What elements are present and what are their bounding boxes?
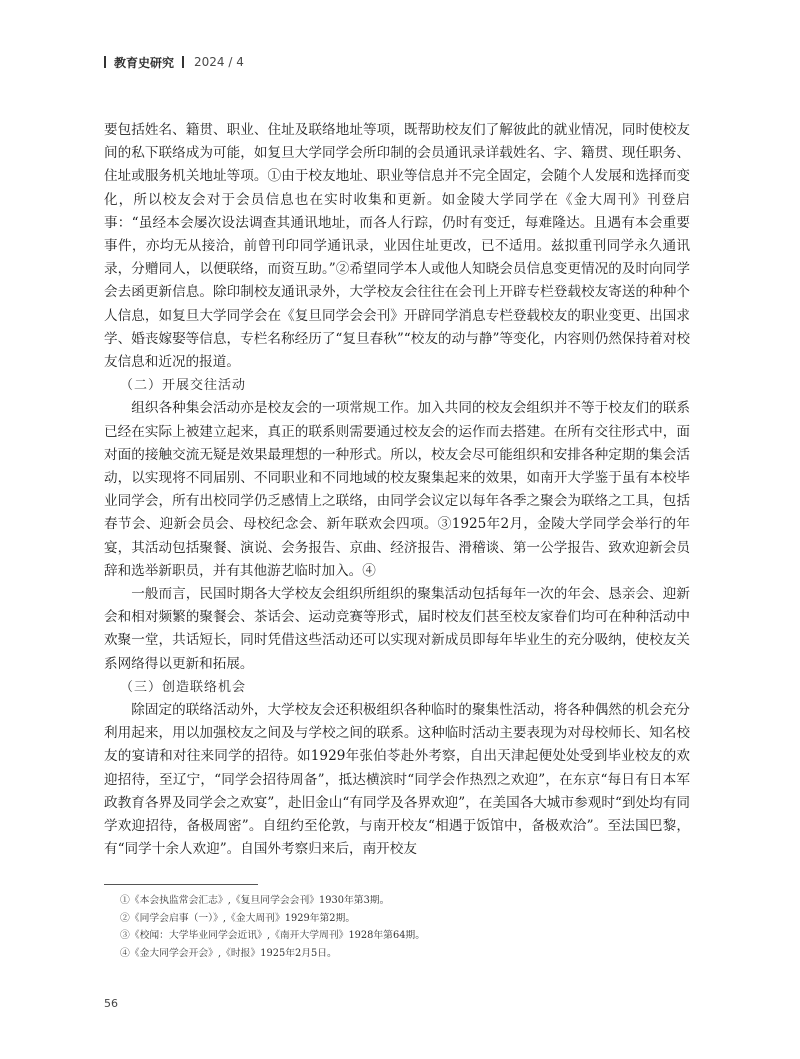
footnote: ①《本会执监常会汇志》,《复旦同学会会刊》1930年第3期。 [120,895,390,906]
header-divider-left [104,56,106,68]
article-body [104,119,690,862]
footnotes [120,892,680,962]
header-divider-right [182,56,184,68]
paragraph: 除固定的联络活动外，大学校友会还积极组织各种临时的聚集性活动，将各种偶然的机会充分利用起来，用以加强校友之间及与学校之间的联系。这种临时活动主要表现为对母校师长、知名校友的宴请和对往来同学的招待。如1929年张伯苓赴外考察，自出天津起便处处受到毕业校友的欢迎招待，至辽宁，“同学会招待周备”，抵达横滨时“同学会作热烈之欢迎”，在东京“每日有日本军政教育各界及同学会之欢宴”，赴旧金山“有同学及各界欢迎”，在美国各大城市参观时“到处均有同学欢迎招待，备极周密”。自纽约至伦敦，与南开校友“相遇于饭馆中，备极欢洽”。至法国巴黎，有“同学十余人欢迎”。自国外考察归来后，南开校友 [104,702,690,858]
footnote: ③《校闻：大学毕业同学会近讯》,《南开大学周刊》1928年第64期。 [120,930,426,942]
paragraph: 一般而言，民国时期各大学校友会组织所组织的聚集活动包括每年一次的年会、恳亲会、迎新会和相对频繁的聚餐会、茶话会、运动竞赛等形式，届时校友们甚至校友家眷们均可在种种活动中欢聚一堂，共话短长，同时凭借这些活动还可以实现对新成员即每年毕业生的充分吸纳，使校友关系网络得以更新和拓展。 [104,586,690,672]
section-heading: （二）开展交往活动 [120,378,247,394]
journal-title: 教育史研究 [114,55,175,70]
section-heading: （三）创造联络机会 [120,679,247,695]
issue-number: 2024 / 4 [194,55,244,69]
page-number: 56 [104,997,118,1010]
running-header [104,52,244,72]
footnote: ②《同学会启事（一）》,《金大周刊》1929年第2期。 [120,912,356,924]
paragraph: 组织各种集会活动亦是校友会的一项常规工作。加入共同的校友会组织并不等于校友们的联系已经在实际上被建立起来，真正的联系则需要通过校友会的运作而去搭建。在所有交往形式中，面对面的接触交流无疑是效果最理想的一种形式。所以，校友会尽可能组织和安排各种定期的集会活动，以实现将不同届别、不同职业和不同地域的校友聚集起来的效果，如南开大学鉴于虽有本校毕业同学会，所有出校同学仍乏感情上之联络，由同学会议定以每年各季之聚会为联络之工具，包括春节会、迎新会员会、母校纪念会、新年联欢会四项。③1925年2月，金陵大学同学会举行的年宴，其活动包括聚餐、演说、会务报告、京曲、经济报告、滑稽谈、第一公学报告、致欢迎新会员辞和选举新职员，并有其他游艺临时加入。④ [104,400,690,579]
paragraph: 要包括姓名、籍贯、职业、住址及联络地址等项，既帮助校友们了解彼此的就业情况，同时使校友间的私下联络成为可能，如复旦大学同学会所印制的会员通讯录详载姓名、字、籍贯、现任职务、住址或服务机关地址等项。①由于校友地址、职业等信息并不完全固定，会随个人发展和选择而变化，所以校友会对于会员信息也在实时收集和更新。如金陵大学同学在《金大周刊》刊登启事：“虽经本会屡次设法调查其通讯地址，而各人行踪，仍时有变迁，每难隆达。且遇有本会重要事件，亦均无从接洽，前曾刊印同学通讯录，业因住址更改，已不适用。兹拟重刊同学永久通讯录，分赠同人，以便联络，而资互助。”②希望同学本人或他人知晓会员信息变更情况的及时向同学会去函更新信息。除印制校友通讯录外，大学校友会往往在会刊上开辟专栏登载校友寄送的种种个人信息，如复旦大学同学会在《复旦同学会会刊》开辟同学消息专栏登载校友的职业变更、出国求学、婚丧嫁娶等信息，专栏名称经历了“复旦春秋”“校友的动与静”等变化，内容则仍然保持着对校友信息和近况的报道。 [104,122,690,371]
footnote-divider [104,884,258,885]
footnote: ④《金大同学会开会》,《时报》1925年2月5日。 [120,947,337,959]
